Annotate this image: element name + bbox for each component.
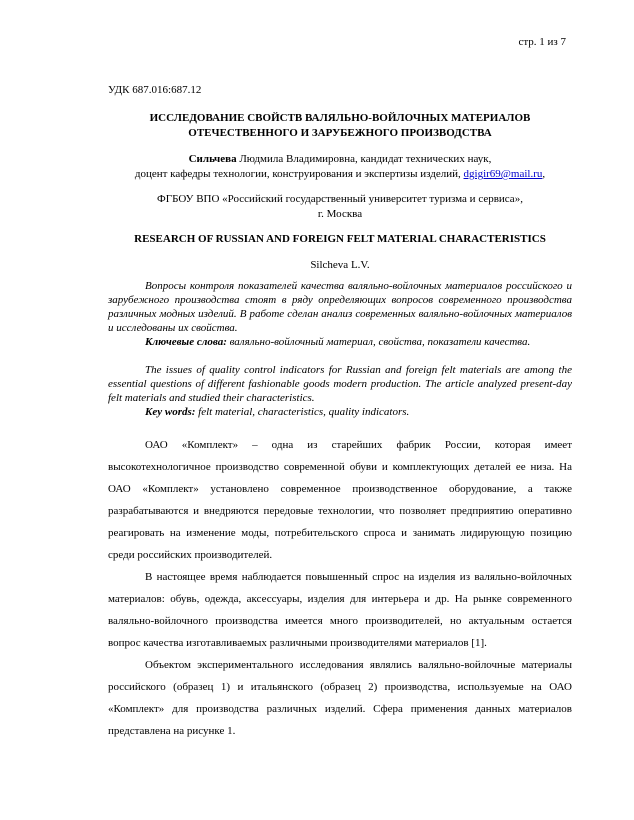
body-text (108, 434, 572, 742)
keywords-english (108, 405, 572, 419)
abstract-russian (108, 279, 572, 349)
organization-block (108, 192, 572, 222)
author-name-degree: Людмила Владимировна, кандидат технических наук, (236, 153, 492, 165)
udc-code: УДК 687.016:687.12 (108, 84, 202, 96)
keywords-russian (108, 335, 572, 349)
author-line-1 (108, 152, 572, 167)
title-russian (108, 111, 572, 141)
author-block (108, 152, 572, 182)
organization-name: ФГБОУ ВПО «Российский государственный университет туризма и сервиса», (157, 193, 523, 205)
title-english: RESEARCH OF RUSSIAN AND FOREIGN FELT MATERIAL CHARACTERISTICS (134, 233, 546, 245)
author-english: Silcheva L.V. (310, 259, 370, 271)
abstract-english-text: The issues of quality control indicators for Russian and foreign felt materials are among the essential questions of different fashionable goods modern production. The article analyzed present-day felt materials and studied their characteristics. (108, 364, 572, 404)
body-paragraph-1: ОАО «Комплект» – одна из старейших фабрик России, которая имеет высокотехнологичное производство современной обуви и комплектующих деталей ее низа. На ОАО «Комплект» установлено современное производственное оборудование, а также разрабатываются и внедряются передовые технологии, что позволяет предприятию оперативно реагировать на изменение моды, потребительского спроса и занимать лидирующую позицию среди российских производителей. (108, 439, 572, 561)
keywords-russian-label: Ключевые слова: (145, 336, 227, 348)
abstract-english (108, 363, 572, 419)
body-paragraph-3: Объектом экспериментального исследования являлись валяльно-войлочные материалы российского (образец 1) и итальянского (образец 2) производства, используемые на ОАО «Комплект» для производства различных изделий. Сфера применения данных материалов представлена на рисунке 1. (108, 659, 572, 737)
email-suffix: , (542, 168, 546, 180)
keywords-russian-list: валяльно-войлочный материал, свойства, показатели качества. (226, 336, 531, 348)
title-line-2: ОТЕЧЕСТВЕННОГО И ЗАРУБЕЖНОГО ПРОИЗВОДСТВА (188, 127, 492, 139)
author-position: доцент кафедры технологии, конструирования и экспертизы изделий, (134, 168, 464, 180)
keywords-english-label: Key words: (145, 406, 196, 418)
author-surname: Сильчева (188, 153, 237, 165)
page-number: стр. 1 из 7 (518, 36, 566, 48)
title-line-1: ИССЛЕДОВАНИЕ СВОЙСТВ ВАЛЯЛЬНО-ВОЙЛОЧНЫХ МАТЕРИАЛОВ (149, 112, 531, 124)
body-paragraph-2: В настоящее время наблюдается повышенный спрос на изделия из валяльно-войлочных материалов: обувь, одежда, аксессуары, изделия для интерьера и др. На рынке современного валяльно-войлочного производства имеется много производителей, но актуальным остается вопрос качества изготавливаемых различными производителями материалов [1]. (108, 571, 572, 649)
author-line-2 (108, 167, 572, 182)
abstract-russian-text: Вопросы контроля показателей качества валяльно-войлочных материалов российского и зарубежного производства стоят в ряду определяющих вопросов современного производства различных модных изделий. В работе сделан анализ современных валяльно-войлочных материалов и исследованы их свойства. (108, 280, 572, 334)
keywords-english-list: felt material, characteristics, quality indicators. (195, 406, 410, 418)
organization-city: г. Москва (317, 208, 363, 220)
author-email-link[interactable]: dgigir69@mail.ru (463, 168, 543, 180)
